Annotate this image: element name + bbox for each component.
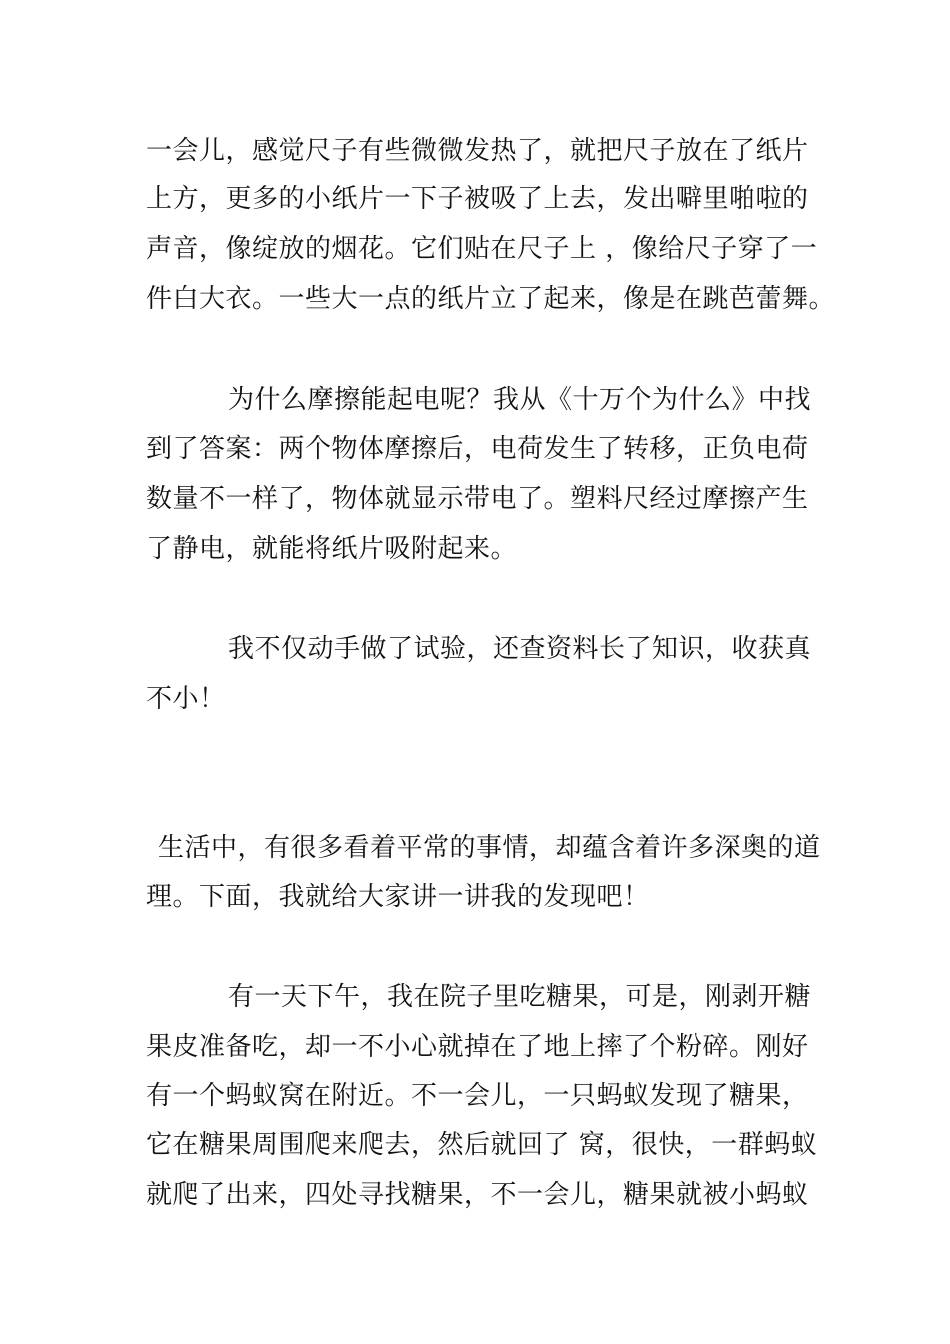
text-line: 我不仅动手做了试验，还查资料长了知识，收获真: [228, 634, 812, 664]
text-line: 一会儿，感觉尺子有些微微发热了，就把尺子放在了纸片: [146, 136, 809, 166]
text-line: 有一个蚂蚁窝在附近。不一会儿，一只蚂蚁发现了糖果，: [146, 1081, 809, 1111]
text-line: 数量不一样了，物体就显示带电了。塑料尺经过摩擦产生: [146, 484, 809, 514]
text-line: 不小！: [146, 684, 226, 714]
text-line: 为什么摩擦能起电呢？我从《十万个为什么》中找: [228, 385, 812, 415]
text-line: 理。下面，我就给大家讲一讲我的发现吧！: [146, 882, 650, 912]
text-line: 生活中，有很多看着平常的事情，却蕴含着许多深奥的道: [158, 833, 821, 863]
text-line: 声音，像绽放的烟花。它们贴在尺子上 ，像给尺子穿了一: [146, 234, 818, 264]
text-line: 就爬了出来，四处寻找糖果，不一会儿，糖果就被小蚂蚁: [146, 1180, 809, 1210]
text-line: 果皮准备吃，却一不小心就掉在了地上摔了个粉碎。刚好: [146, 1032, 809, 1062]
text-line: 它在糖果周围爬来爬去，然后就回了 窝，很快，一群蚂蚁: [146, 1130, 818, 1160]
text-line: 有一天下午，我在院子里吃糖果，可是，刚剥开糖: [228, 982, 812, 1012]
text-line: 上方，更多的小纸片一下子被吸了上去，发出噼里啪啦的: [146, 184, 809, 214]
text-line: 到了答案：两个物体摩擦后，电荷发生了转移，正负电荷: [146, 434, 809, 464]
text-line: 了静电，就能将纸片吸附起来。: [146, 534, 518, 564]
text-line: 件白大衣。一些大一点的纸片立了起来，像是在跳芭蕾舞。: [146, 284, 836, 314]
